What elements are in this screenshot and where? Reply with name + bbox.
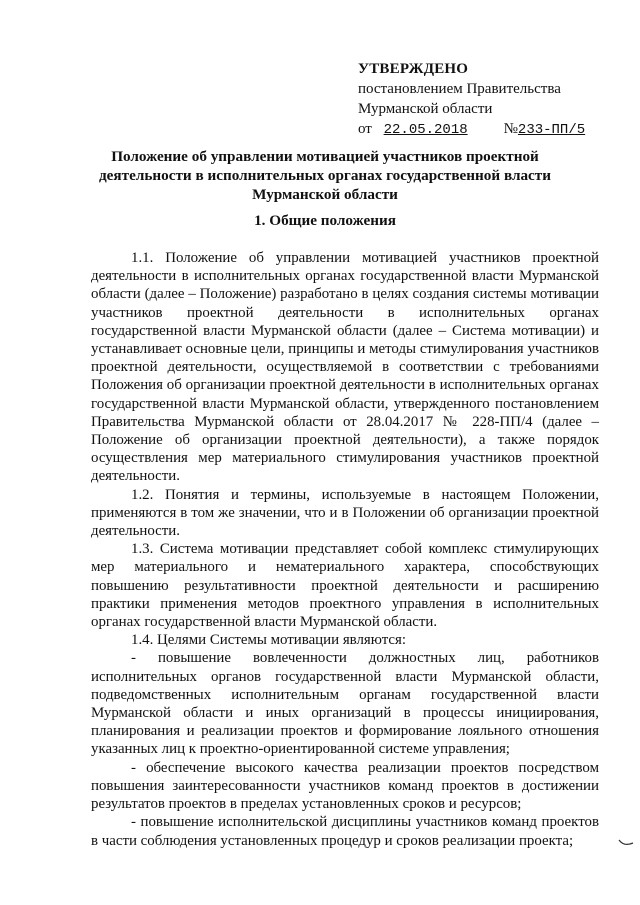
paragraph-1-4: 1.4. Целями Системы мотивации являются: [131,632,406,649]
section-heading: 1. Общие положения [254,212,396,229]
approval-stamp [358,59,618,140]
paragraph-1-1: 1.1. Положение об управлении мотивацией участников проектной деятельности в исполнительных органах государственной власти Мурманской области (далее – Положение) разработано в целях создания системы мотивации участников проектной деятельности в исполнительных органах государственной власти Мурманской области (далее – Система мотивации) и устанавливает основные цели, принципы и методы стимулирования участников проектной деятельности, осуществляемой в соответствии с требованиями Положения об организации проектной деятельности в исполнительных органах государственной власти Мурманской области, утвержденного постановлением Правительства Мурманской области от 28.04.2017 № 228-ПП/4 (далее – Положение об организации проектной деятельности), а также порядок осуществления мер материального стимулирования участников проектной деятельности. [91,250,599,485]
pen-mark-icon [618,838,634,848]
date-prefix: от [358,121,372,137]
paragraph-1-2: 1.2. Понятия и термины, используемые в настоящем Положении, применяются в том же значении, что и в Положении об организации проектной деятельности. [91,486,599,540]
approval-date: 22.05.2018 [383,122,468,138]
approval-line-1: постановлением Правительства [358,81,561,97]
paragraph-1-3: 1.3. Система мотивации представляет собой комплекс стимулирующих мер материального и нематериального характера, способствующих повышению результативности проектной деятельности и расширению практики применения методов проектного управления в исполнительных органах государственной власти Мурманской области. [91,541,599,631]
number-prefix: № [503,121,518,137]
approval-heading: УТВЕРЖДЕНО [358,61,469,77]
list-item: - повышение исполнительской дисциплины участников команд проектов в части соблюдения установленных процедур и сроков реализации проекта; [91,814,599,849]
approval-number: 233-ПП/5 [517,122,586,138]
document-title: Положение об управлении мотивацией участников проектной деятельности в исполнительных органах государственной власти Мурманской области [98,148,552,203]
document-body [91,249,599,850]
list-item: - повышение вовлеченности должностных лиц, работников исполнительных органов государственной власти Мурманской области, подведомственных исполнительным органам государственной власти Мурманской области и иных организаций в процессы инициирования, планирования и реализации проектов и формирование лояльного отношения указанных лиц к проектно-ориентированной системе управления; [91,650,599,758]
approval-line-2: Мурманской области [358,101,493,117]
approval-date-line [358,119,618,140]
list-item: - обеспечение высокого качества реализации проектов посредством повышения заинтересованности участников команд проектов в достижении результатов проектов в пределах установленных сроков и ресурсов; [91,759,599,813]
